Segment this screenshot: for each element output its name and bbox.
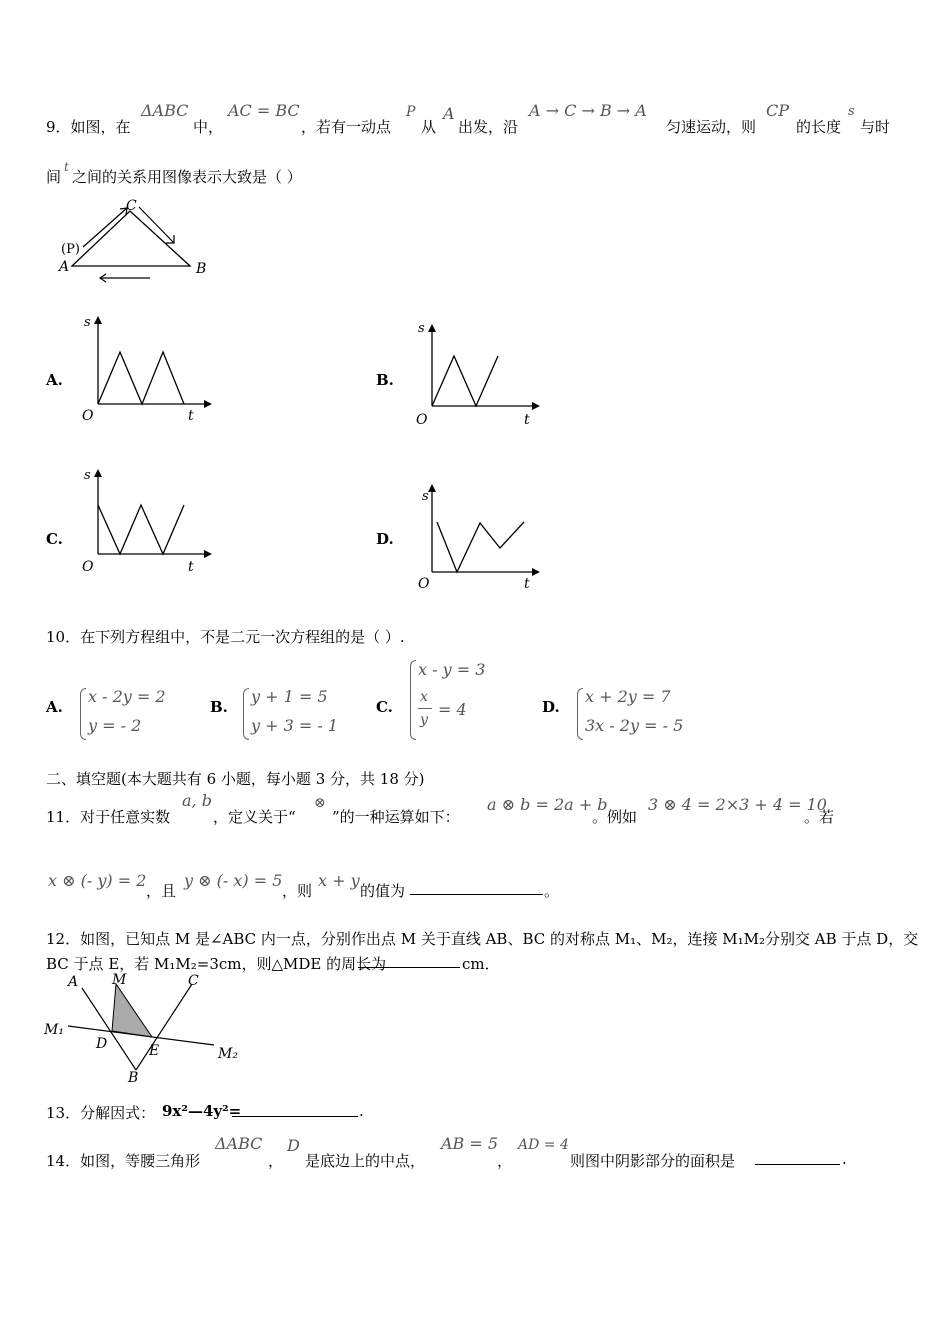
arrow-ac xyxy=(83,208,127,247)
x-arrow xyxy=(532,568,540,576)
graph-line xyxy=(437,522,524,572)
q9-text: 间 xyxy=(46,168,62,186)
q14-text: 是底边上的中点， xyxy=(305,1152,426,1170)
q9-text: 从 xyxy=(421,118,437,136)
q12-unit: cm． xyxy=(462,955,500,973)
q9-point-a: A xyxy=(443,104,455,123)
q11-definition: a ⊗ b = 2a + b xyxy=(487,795,608,814)
q9-graph-a xyxy=(76,310,216,425)
q11-text: 。若 xyxy=(804,808,835,826)
q14-text: 则图中阴影部分的面积是 xyxy=(570,1152,736,1170)
q14-triangle: ΔABC xyxy=(215,1134,263,1153)
x-arrow xyxy=(204,400,212,408)
y-arrow xyxy=(94,469,102,477)
s-label: s xyxy=(84,315,91,330)
label-b: B xyxy=(196,261,207,277)
q10-c-rhs: = 4 xyxy=(438,700,467,719)
q10-a-eq2: y = - 2 xyxy=(88,716,142,735)
q10-c-numerator: x xyxy=(420,689,428,705)
label-m1: M₁ xyxy=(44,1022,64,1038)
q10-c-eq1: x - y = 3 xyxy=(418,660,486,679)
q11-text: ”的一种运算如下： xyxy=(332,808,460,826)
s-label: s xyxy=(422,489,429,504)
q10-option-d-label: D. xyxy=(542,698,560,716)
label-m: M xyxy=(112,972,127,988)
q12-figure xyxy=(40,968,250,1086)
label-c: C xyxy=(188,973,199,989)
q10-option-a-label: A. xyxy=(46,698,63,716)
q14-number: 14．如图，等腰三角形 xyxy=(46,1152,201,1170)
q9-text: 与时 xyxy=(860,118,891,136)
q10-option-c-label: C. xyxy=(376,698,393,716)
q10-b-eq2: y + 3 = - 1 xyxy=(251,716,339,735)
q9-option-a-label: A. xyxy=(46,371,63,389)
q9-number: 9．如图，在 xyxy=(46,118,131,136)
q9-text: 之间的关系用图像表示大致是（ ） xyxy=(72,168,302,186)
origin-label: O xyxy=(82,559,94,575)
q10-a-brace xyxy=(80,688,86,740)
q11-xy: x + y xyxy=(318,871,360,890)
label-e: E xyxy=(149,1043,160,1059)
q14-text: ， xyxy=(268,1152,284,1170)
q11-answer-blank[interactable] xyxy=(410,880,543,895)
q10-b-brace xyxy=(243,688,249,740)
q14-point-d: D xyxy=(287,1136,300,1155)
label-b: B xyxy=(128,1070,139,1086)
q14-answer-blank[interactable] xyxy=(755,1150,840,1165)
q13-end: . xyxy=(359,1102,364,1120)
y-arrow xyxy=(428,324,436,332)
q12-answer-blank[interactable] xyxy=(358,953,460,968)
t-label: t xyxy=(188,559,194,575)
q12-line1: 12．如图，已知点 M 是∠ABC 内一点，分别作出点 M 关于直线 AB、BC 的对称点 M₁、M₂，连接 M₁M₂分别交 AB 于点 D，交 xyxy=(46,930,919,948)
q9-triangle: ΔABC xyxy=(141,101,189,120)
q11-ab: a, b xyxy=(182,791,212,810)
q11-example: 3 ⊗ 4 = 2×3 + 4 = 10 xyxy=(648,795,827,814)
q9-option-c-label: C. xyxy=(46,530,63,548)
q9-cp: CP xyxy=(766,101,790,120)
q10-d-eq2: 3x - 2y = - 5 xyxy=(585,716,684,735)
q11-cond2: y ⊗ (- x) = 5 xyxy=(184,871,283,890)
y-arrow xyxy=(428,484,436,492)
t-label: t xyxy=(524,576,530,592)
q9-text: 的长度 xyxy=(796,118,842,136)
label-d: D xyxy=(96,1036,108,1052)
q14-ad: AD = 4 xyxy=(518,1137,569,1153)
q9-t: t xyxy=(64,160,69,174)
q10-b-eq1: y + 1 = 5 xyxy=(251,687,328,706)
q9-option-b-label: B. xyxy=(376,371,394,389)
q9-graph-d xyxy=(410,478,550,593)
q9-path: A → C → B → A xyxy=(529,101,647,120)
label-a: A xyxy=(68,974,79,990)
q14-text: ， xyxy=(497,1152,513,1170)
origin-label: O xyxy=(82,408,94,424)
q11-text: ，且 xyxy=(146,882,177,900)
s-label: s xyxy=(84,468,91,483)
q14-end: . xyxy=(842,1150,847,1168)
q10-stem: 10．在下列方程组中，不是二元一次方程组的是（ ）. xyxy=(46,628,405,646)
q10-c-denominator: y xyxy=(420,712,428,728)
q10-d-brace xyxy=(577,688,583,740)
q9-point-p: P xyxy=(406,104,416,120)
q12-line2: BC 于点 E，若 M₁M₂=3cm，则△MDE 的周长为 xyxy=(46,955,387,973)
q9-equation: AC = BC xyxy=(228,101,300,120)
x-arrow xyxy=(532,402,540,410)
q9-text: 出发，沿 xyxy=(458,118,519,136)
x-arrow xyxy=(204,550,212,558)
q10-option-b-label: B. xyxy=(210,698,228,716)
q10-a-eq1: x - 2y = 2 xyxy=(88,687,166,706)
graph-line xyxy=(98,505,184,554)
q10-d-eq1: x + 2y = 7 xyxy=(585,687,671,706)
arrow-cb xyxy=(139,207,174,243)
q10-c-fraction-bar xyxy=(418,708,432,709)
q9-text: 中， xyxy=(193,118,224,136)
t-label: t xyxy=(188,408,194,424)
q11-text: ，则 xyxy=(282,882,313,900)
label-m2: M₂ xyxy=(218,1046,238,1062)
shaded-triangle-mde xyxy=(112,984,152,1037)
q14-ab: AB = 5 xyxy=(441,1134,499,1153)
q9-triangle-figure xyxy=(50,195,220,285)
origin-label: O xyxy=(416,412,428,428)
label-p: (P) xyxy=(61,242,80,257)
graph-line xyxy=(432,356,498,406)
q9-graph-b xyxy=(410,318,550,433)
q9-text: 匀速运动，则 xyxy=(666,118,757,136)
q11-text: ，定义关于“ xyxy=(213,808,296,826)
triangle-abc xyxy=(72,211,190,266)
label-c: C xyxy=(126,198,137,214)
q13-expression: 9x²—4y²= xyxy=(162,1102,242,1120)
q11-text: 的值为 xyxy=(360,882,406,900)
q13-answer-blank[interactable] xyxy=(232,1102,358,1117)
s-label: s xyxy=(418,321,425,336)
q11-number: 11．对于任意实数 xyxy=(46,808,171,826)
label-a: A xyxy=(59,259,70,275)
q9-text: ，若有一动点 xyxy=(301,118,392,136)
origin-label: O xyxy=(418,576,430,592)
q11-text: 。 xyxy=(544,882,560,900)
q11-otimes: ⊗ xyxy=(314,795,326,811)
q9-option-d-label: D. xyxy=(376,530,394,548)
q10-c-brace xyxy=(410,660,416,740)
section-2-heading: 二、填空题(本大题共有 6 小题，每小题 3 分，共 18 分) xyxy=(46,770,425,788)
q9-graph-c xyxy=(76,463,216,578)
t-label: t xyxy=(524,412,530,428)
q11-text: 。例如 xyxy=(592,808,638,826)
q9-s: s xyxy=(848,104,855,119)
q13-number: 13．分解因式： xyxy=(46,1104,156,1122)
q11-cond1: x ⊗ (- y) = 2 xyxy=(48,871,147,890)
graph-line xyxy=(98,352,184,404)
y-arrow xyxy=(94,316,102,324)
